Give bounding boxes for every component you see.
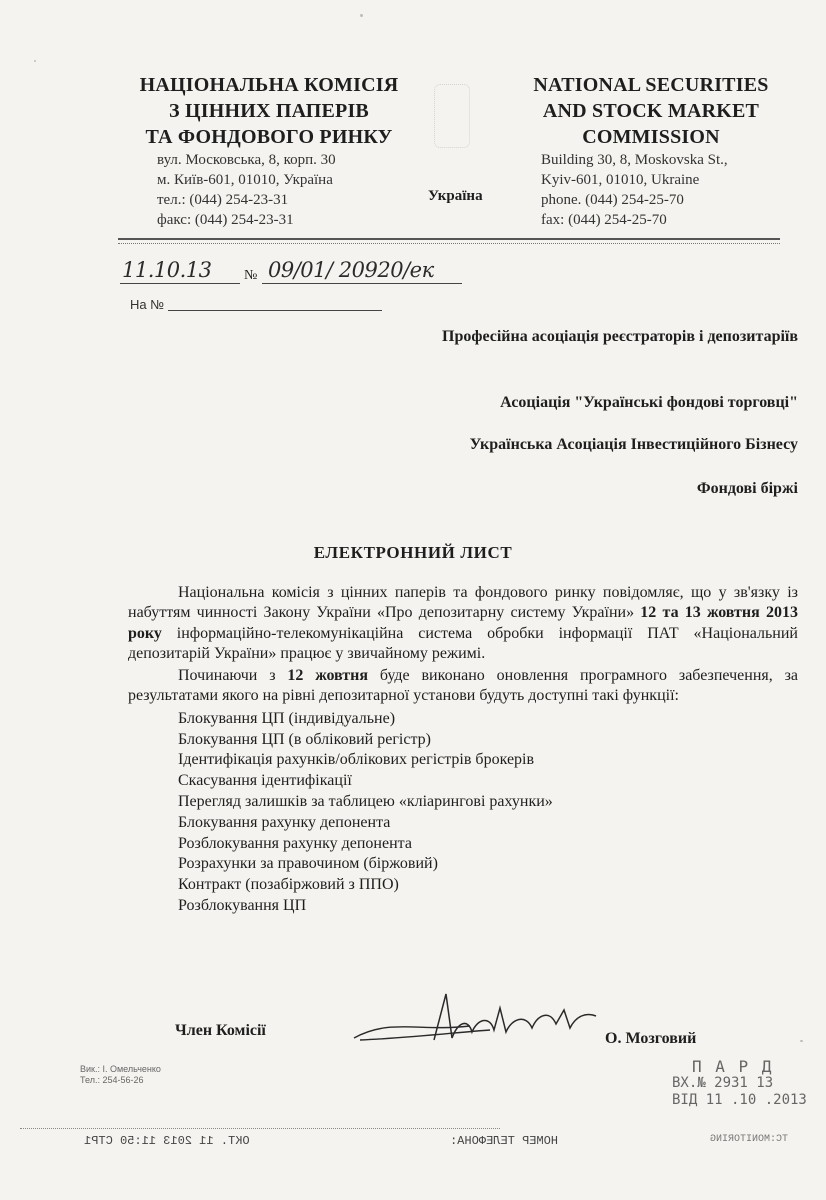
- fax-monitoring-label: TC:MONITORING: [710, 1134, 789, 1145]
- scan-speck: [800, 1040, 803, 1042]
- recipient-1: Професійна асоціація реєстраторів і депозитаріїв: [442, 328, 798, 345]
- fax-phone-label: НОМЕР ТЕЛЕФОНА:: [450, 1134, 559, 1148]
- recipient-3: Українська Асоціація Інвестиційного Бізнесу: [469, 436, 798, 453]
- incoming-registration-stamp: П А Р Д ВХ.№ 2931 13 ВІД 11 .10 .2013: [672, 1057, 807, 1108]
- country-label: Україна: [428, 188, 483, 204]
- scan-speck: [34, 60, 36, 62]
- reply-underline: [168, 310, 382, 311]
- reply-to-label: На №: [130, 297, 165, 312]
- commission-address-en: Building 30, 8, Moskovska St., Kyiv-601, 01010, Ukraine phone. (044) 254-25-70 fax: (044) 254-25-70: [541, 152, 728, 228]
- list-item: Розрахунки за правочином (біржовий): [178, 855, 438, 873]
- letter-body: [128, 583, 798, 917]
- outgoing-number: 09/01/ 20920/ек: [268, 258, 434, 282]
- list-item: Розблокування рахунку депонента: [178, 834, 412, 852]
- state-emblem-icon: [434, 84, 470, 148]
- paragraph-1: Національна комісія з цінних паперів та фондового ринку повідомляє, що у зв'язку із набуттям чинності Закону України «Про депозитарну систему України» 12 та 13 жовтня 2013 року інформаційно-телекомунікаційна система обробки інформації ПАТ «Національний депозитарій України» працює у звичайному режимі.: [128, 584, 798, 662]
- commission-address-ua: вул. Московська, 8, корп. 30 м. Київ-601, 01010, Україна тел.: (044) 254-23-31 факс: (044) 254-23-31: [157, 152, 336, 228]
- date-underline: [120, 283, 240, 284]
- number-label: №: [244, 268, 258, 283]
- recipient-2: Асоціація "Українські фондові торговці": [500, 394, 798, 411]
- list-item: Перегляд залишків за таблицею «кліарингові рахунки»: [178, 792, 553, 810]
- commission-name-en: NATIONAL SECURITIES AND STOCK MARKET COMMISSION: [533, 74, 769, 148]
- list-item: Розблокування ЦП: [178, 896, 307, 914]
- scan-speck: [360, 14, 363, 17]
- list-item: Скасування ідентифікації: [178, 772, 352, 790]
- handwritten-signature: [350, 988, 600, 1052]
- document-title: ЕЛЕКТРОННИЙ ЛИСТ: [313, 543, 513, 562]
- fax-footer-divider: [20, 1128, 500, 1129]
- signer-position: Член Комісії: [175, 1022, 266, 1039]
- fax-transmission-date: ОКТ. 11 2013 11:50 СТР1: [84, 1134, 250, 1148]
- functions-list: [178, 709, 798, 917]
- executor-info: Вик.: І. Омельченко Тел.: 254-56-26: [80, 1064, 161, 1085]
- number-underline: [262, 283, 462, 284]
- outgoing-date: 11.10.13: [122, 258, 212, 282]
- list-item: Контракт (позабіржовий з ППО): [178, 876, 399, 894]
- signer-name: О. Мозговий: [605, 1030, 697, 1047]
- list-item: Блокування ЦП (індивідуальне): [178, 709, 396, 727]
- paragraph-2: Починаючи з 12 жовтня буде виконано оновлення програмного забезпечення, за результатами якого на рівні депозитарної установи будуть доступні такі функції:: [128, 667, 799, 705]
- list-item: Блокування ЦП (в обліковий регістр): [178, 730, 431, 748]
- commission-name-ua: НАЦІОНАЛЬНА КОМІСІЯ З ЦІННИХ ПАПЕРІВ ТА ФОНДОВОГО РИНКУ: [139, 74, 399, 148]
- letterhead-divider: [118, 238, 780, 244]
- list-item: Блокування рахунку депонента: [178, 813, 391, 831]
- list-item: Ідентифікація рахунків/облікових регістрів брокерів: [178, 751, 535, 769]
- recipient-4: Фондові біржі: [696, 480, 798, 497]
